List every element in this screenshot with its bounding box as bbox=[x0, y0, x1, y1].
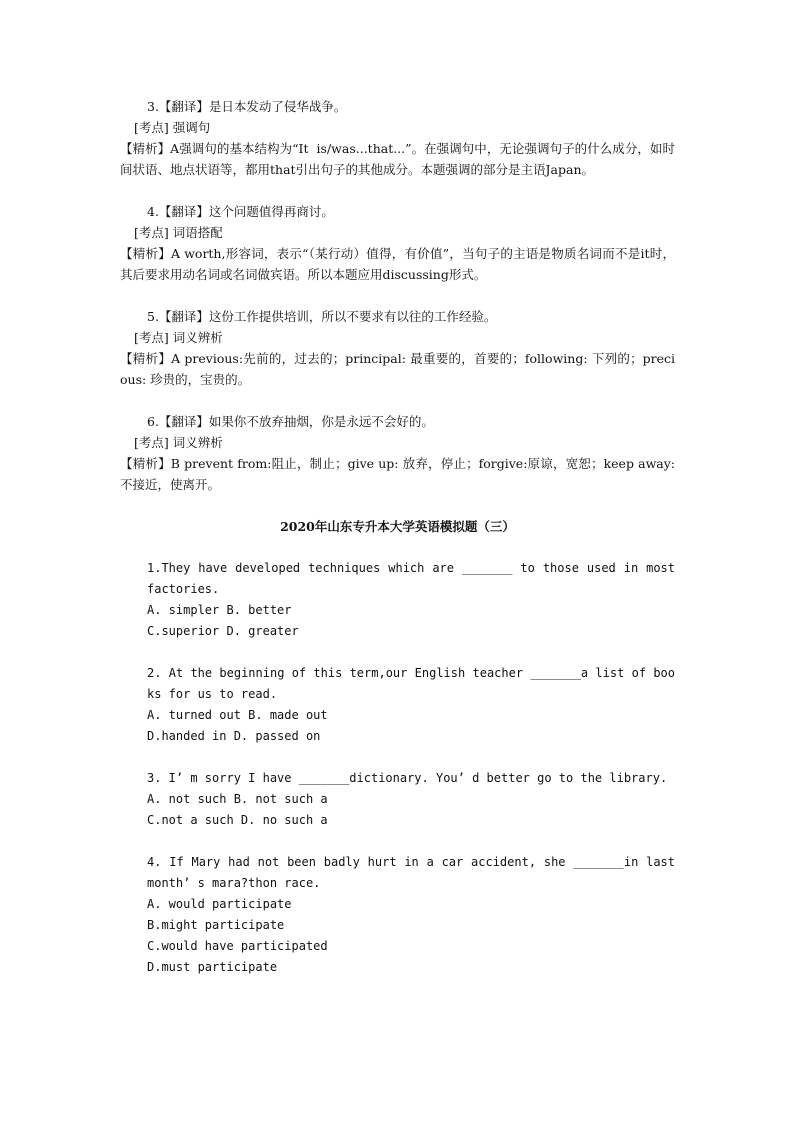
answer-block-6 bbox=[120, 411, 679, 495]
question-stem: 2. At the beginning of this term,our English teacher _______a list of books for us to read. bbox=[147, 666, 675, 701]
answer-translation: 6.【翻译】如果你不放弃抽烟，你是永远不会好的。 bbox=[147, 414, 434, 429]
document-page bbox=[120, 96, 683, 999]
question-option: A. would participate bbox=[147, 897, 292, 911]
answer-analysis: 【精析】A强调句的基本结构为“It is/was...that...”。在强调句中，无论强调句子的什么成分，如时间状语、地点状语等，都用that引出句子的其他成分。本题强调的部分是主语Japan。 bbox=[120, 141, 675, 177]
question-3 bbox=[120, 768, 675, 831]
question-option: D.handed in D. passed on bbox=[147, 729, 321, 743]
question-4 bbox=[120, 852, 683, 978]
answer-point: [考点] 强调句 bbox=[134, 120, 211, 135]
question-option: D.must participate bbox=[147, 960, 278, 974]
question-stem: 4. If Mary had not been badly hurt in a car accident, she _______in last month’ s mara?thon race. bbox=[147, 855, 683, 890]
question-option: A. turned out B. made out bbox=[147, 708, 328, 722]
answer-translation: 4.【翻译】这个问题值得再商讨。 bbox=[147, 204, 334, 219]
answer-point: [考点] 词义辨析 bbox=[134, 330, 223, 345]
section-title: 2020年山东专升本大学英语模拟题（三） bbox=[280, 519, 515, 534]
answer-block-5 bbox=[120, 306, 675, 390]
answer-translation: 3.【翻译】是日本发动了侵华战争。 bbox=[147, 99, 347, 114]
question-1 bbox=[120, 558, 683, 642]
question-option: B.might participate bbox=[147, 918, 285, 932]
answer-block-4 bbox=[120, 201, 675, 285]
answer-point: [考点] 词义辨析 bbox=[134, 435, 223, 450]
question-option: C.not a such D. no such a bbox=[147, 813, 328, 827]
question-option: C.would have participated bbox=[147, 939, 328, 953]
answer-analysis: 【精析】B prevent from:阻止，制止；give up: 放弃，停止；forgive:原谅，宽恕；keep away: 不接近，使离开。 bbox=[120, 456, 679, 492]
question-option: A. simpler B. better bbox=[147, 603, 292, 617]
question-2 bbox=[120, 663, 675, 747]
question-option: A. not such B. not such a bbox=[147, 792, 328, 806]
answer-analysis: 【精析】A worth,形容词，表示“（某行动）值得，有价值”，当句子的主语是物质名词而不是it时，其后要求用动名词或名词做宾语。所以本题应用discussing形式。 bbox=[120, 246, 675, 282]
answer-block-3 bbox=[120, 96, 675, 180]
answer-translation: 5.【翻译】这份工作提供培训，所以不要求有以往的工作经验。 bbox=[147, 309, 497, 324]
question-stem: 1.They have developed techniques which are _______ to those used in most factories. bbox=[147, 561, 683, 596]
question-stem: 3. I’ m sorry I have _______dictionary. You’ d better go to the library. bbox=[147, 771, 668, 785]
answer-analysis: 【精析】A previous:先前的，过去的；principal: 最重要的，首要的；following: 下列的；precious: 珍贵的，宝贵的。 bbox=[120, 351, 675, 387]
answer-point: [考点] 词语搭配 bbox=[134, 225, 223, 240]
question-option: C.superior D. greater bbox=[147, 624, 299, 638]
